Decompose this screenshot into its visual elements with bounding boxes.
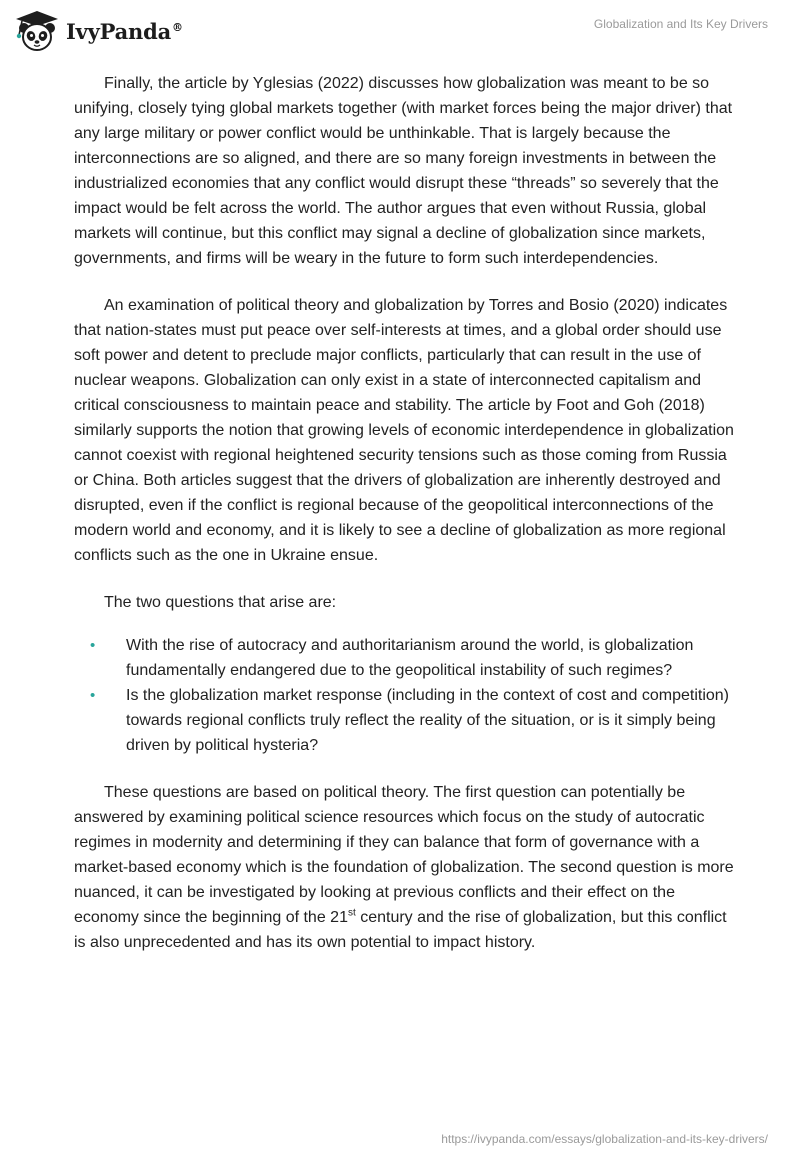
ivypanda-logo[interactable] xyxy=(14,8,183,54)
bullet-icon: • xyxy=(90,637,96,654)
list-item: • Is the globalization market response (including in the context of cost and competition) towards regional conflicts truly reflect the reality of the situation, or is it simply being driven by political hysteria? xyxy=(74,683,734,758)
paragraph: An examination of political theory and globalization by Torres and Bosio (2020) indicates that nation-states must put peace over self-interests at times, and a global order should use soft power and detent to preclude major conflicts, particularly that can result in the use of nuclear weapons. Globalization can only exist in a state of interconnected capitalism and critical consciousness to maintain peace and stability. The article by Foot and Goh (2018) similarly supports the notion that growing levels of economic interdependence in globalization cannot coexist with regional heightened security tensions such as those coming from Russia or China. Both articles suggest that the drivers of globalization are inherently destroyed and disrupted, even if the conflict is regional because of the geopolitical interconnections of the modern world and economy, and it is likely to see a decline of globalization as more regional conflicts such as the one in Ukraine ensue. xyxy=(74,297,734,564)
question-list xyxy=(74,633,734,758)
panda-icon xyxy=(14,9,60,53)
brand-name: IvyPanda® xyxy=(66,18,183,44)
paragraph: These questions are based on political theory. The first question can potentially be answered by examining political science resources which focus on the study of autocratic regimes in modernity and determining if they can balance that form of governance with a market-based economy which is the foundation of globalization. The second question is more nuanced, it can be investigated by looking at previous conflicts and their effect on the economy since the beginning of the 21st century and the rise of globalization, but this conflict is also unprecedented and has its own potential to impact history. xyxy=(74,784,734,951)
paragraph: The two questions that arise are: xyxy=(104,594,337,611)
source-url[interactable]: https://ivypanda.com/essays/globalization-and-its-key-drivers/ xyxy=(441,1132,768,1146)
paragraph: Finally, the article by Yglesias (2022) discusses how globalization was meant to be so unifying, closely tying global markets together (with market forces being the major driver) that any large military or power conflict would be unthinkable. That is largely because the interconnections are so aligned, and there are so many foreign investments in between the industrialized economies that any conflict would disrupt these “threads” so severely that the impact would be felt across the world. The author argues that even without Russia, global markets will continue, but this conflict may signal a decline of globalization since markets, governments, and firms will be weary in the future to form such interdependencies. xyxy=(74,75,733,267)
document-title: Globalization and Its Key Drivers xyxy=(593,17,768,31)
bullet-icon: • xyxy=(90,687,96,704)
list-item: • With the rise of autocracy and authoritarianism around the world, is globalization fundamentally endangered due to the geopolitical instability of such regimes? xyxy=(74,633,734,683)
page-header xyxy=(0,0,800,60)
essay-body xyxy=(74,71,734,977)
